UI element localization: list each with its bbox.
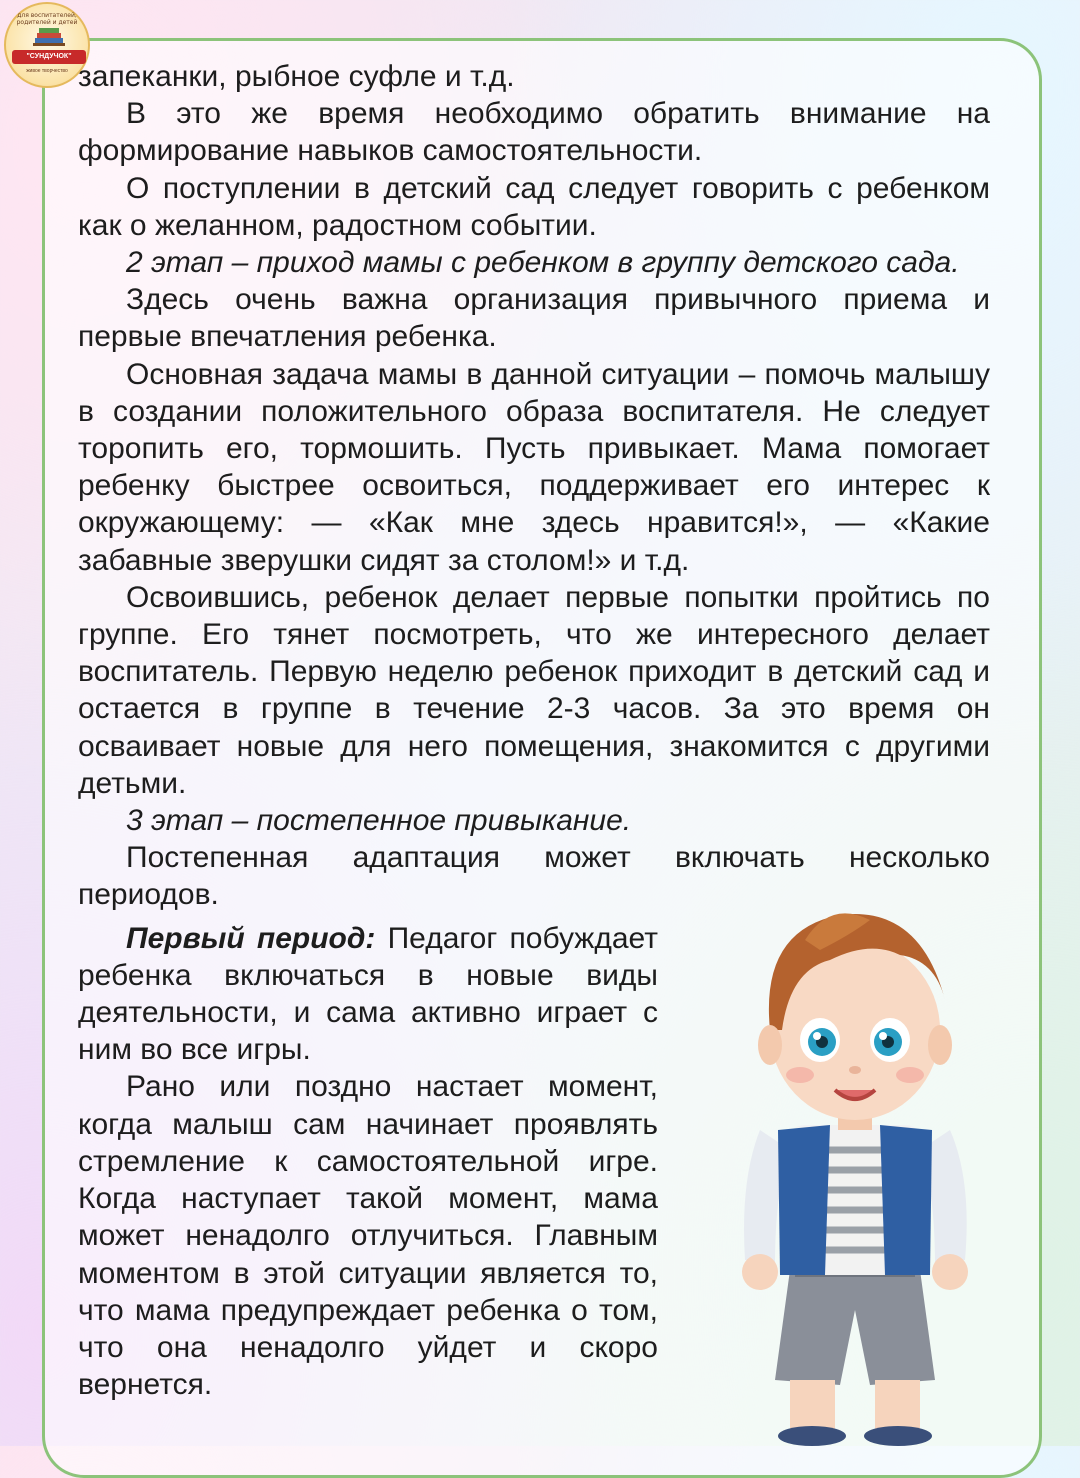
logo-arc-text: для воспитателей, родителей и детей [16,12,78,26]
paragraph: Постепенная адаптация может включать несколько периодов. [78,841,990,912]
boy-illustration [720,880,990,1446]
paragraph: Основная задача мамы в данной ситуации – помочь малышу в создании положительного образа воспитателя. Не следует торопить его, тормошить. Пусть привыкает. Мама помогает ребенку быстрее освоиться, поддерживает его интерес к окружающему: — «Как мне здесь нравится!», — «Какие забавные зверушки сидят за столом!» и т.д. [78,357,990,577]
paragraph: Здесь очень важна организация привычного приема и первые впечатления ребенка. [78,283,990,354]
paragraph: О поступлении в детский сад следует говорить с ребенком как о желанном, радостном событии. [78,171,990,242]
logo-name: "СУНДУЧОК" [12,50,86,64]
paragraph: Освоившись, ребенок делает первые попытки пройтись по группе. Его тянет посмотреть, что же интересного делает воспитатель. Первую неделю ребенок приходит в детский сад и остается в группе в течение 2-3 часов. За это время он осваивает новые для него помещения, знакомится с другими детьми. [78,580,990,800]
period-label: Первый период: [126,921,376,955]
stage-heading: 3 этап – постепенное привыкание. [126,804,632,838]
paragraph [78,920,658,1069]
paragraph: В это же время необходимо обратить внимание на формирование навыков самостоятельности. [78,97,990,168]
logo-subtitle: живое творчество [26,68,68,74]
paragraph: Рано или поздно настает момент, когда малыш сам начинает проявлять стремление к самостоятельной игре. Когда наступает такой момент, мама может ненадолго отлучиться. Главным моментом в этой ситуации является то, что мама предупреждает ребенка о том, что она ненадолго уйдет и скоро вернется. [78,1070,658,1402]
books-icon [33,26,65,48]
stage-heading: 2 этап – приход мамы с ребенком в группу детского сада. [126,246,960,280]
paragraph: запеканки, рыбное суфле и т.д. [78,60,515,93]
period-text: Педагог побуждает ребенка включаться в новые виды деятельности, и сама активно играет с ним во все игры. [78,921,658,1067]
